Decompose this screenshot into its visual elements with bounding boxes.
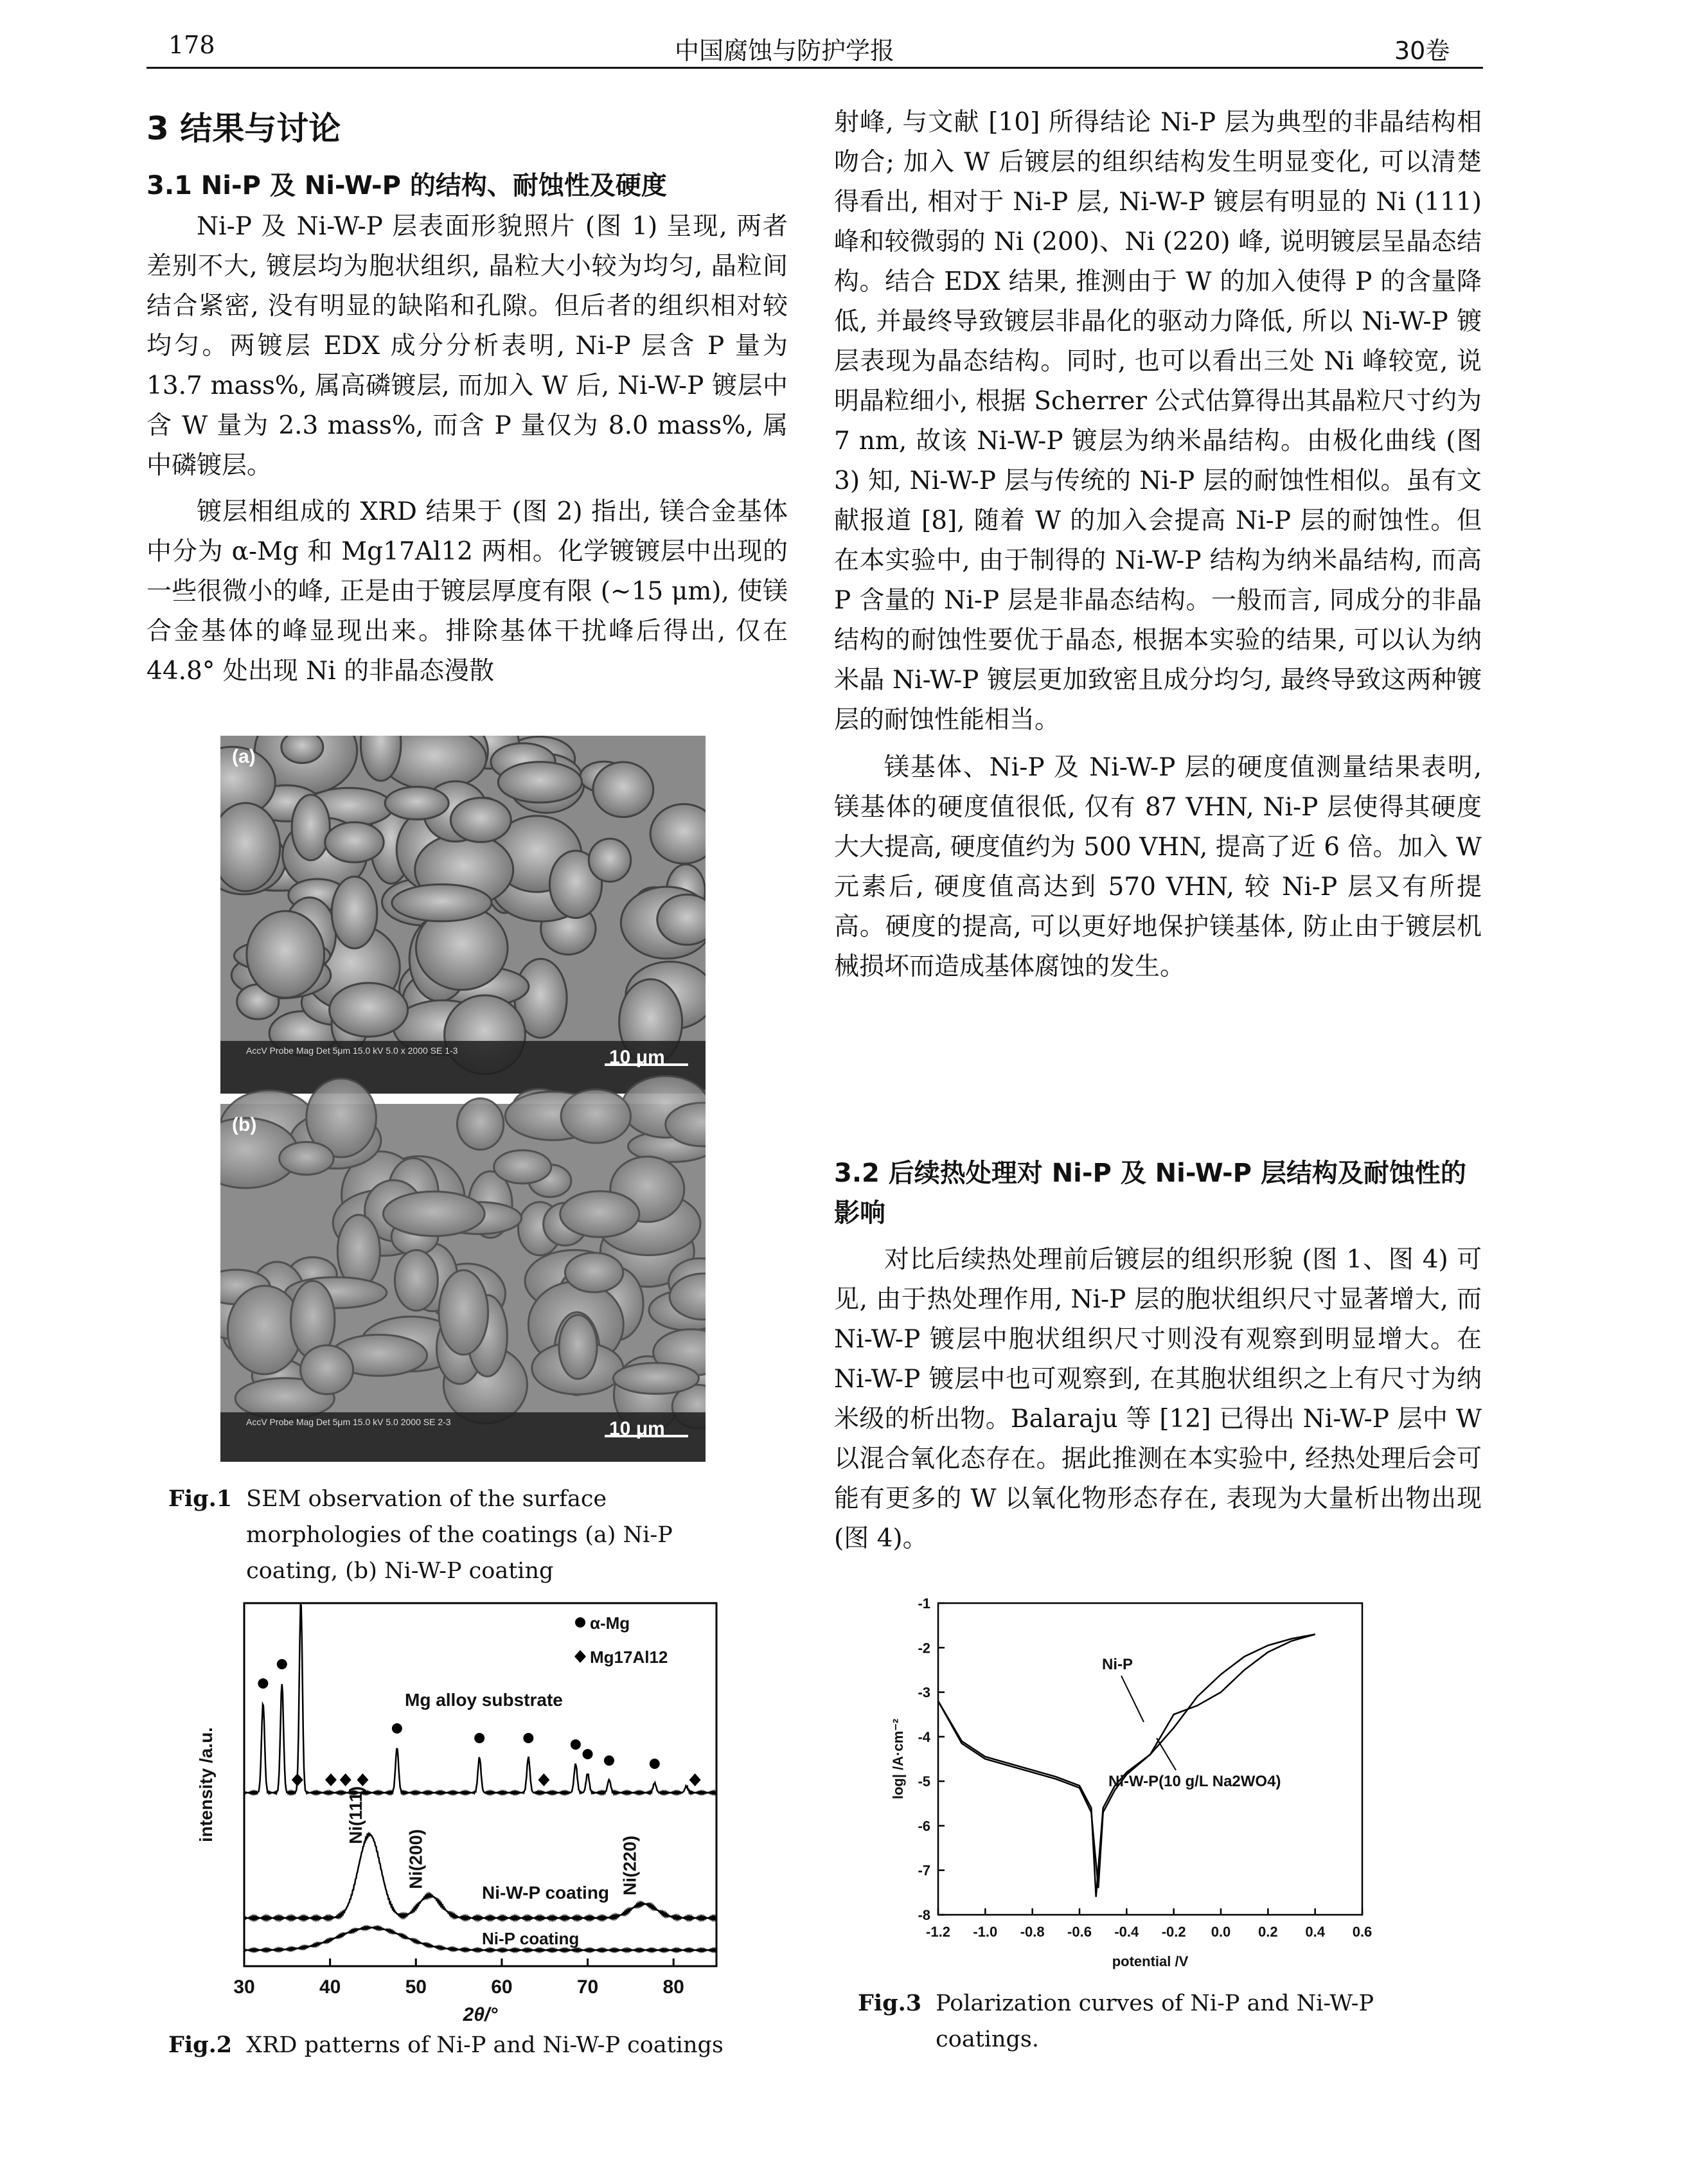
sem-grain <box>301 1345 353 1394</box>
sem-grain <box>280 1142 334 1175</box>
y-tick-label: -6 <box>918 1818 930 1834</box>
fig3-caption-label: Fig.3 <box>858 1990 922 2016</box>
sem-grain <box>650 804 706 864</box>
sem-grain <box>560 1191 639 1237</box>
x-tick-label: -0.2 <box>1161 1924 1186 1940</box>
alpha-mg-marker <box>474 1733 484 1743</box>
alpha-mg-marker <box>571 1739 581 1750</box>
mg17al12-marker <box>292 1773 303 1786</box>
y-tick-label: -4 <box>918 1728 930 1745</box>
alpha-mg-marker <box>523 1733 533 1743</box>
paragraph: 镀层相组成的 XRD 结果于 (图 2) 指出, 镁合金基体中分为 α-Mg 和 Mg17Al12 两相。化学镀镀层中出现的一些很微小的峰, 正是由于镀层厚度有限 (∼15 μm), 使镁合金基体的峰显现出来。排除基体干扰峰后得出, 仅在 44.8° 处出现 Ni 的非晶态漫散 <box>147 497 788 686</box>
series-ni-w-p <box>244 1834 716 1919</box>
annot-ni-p: Ni-P <box>1102 1656 1133 1673</box>
scale-bar-b: 10 μm <box>609 1418 665 1439</box>
x-tick-label: 0.6 <box>1352 1924 1373 1940</box>
fig3-polarization-chart <box>874 1594 1426 1992</box>
paragraph: 对比后续热处理前后镀层的组织形貌 (图 1、图 4) 可见, 由于热处理作用, Ni-P 层的胞状组织尺寸显著增大, 而 Ni-W-P 镀层中胞状组织尺寸则没有观察到明显增大。在 Ni-W-P 镀层中也可观察到, 在其胞状组织之上有尺寸为纳米级的析出物。Balaraju 等 [12] 已得出 Ni-W-P 层中 W 以混合氧化态存在。据此推测在本实验中, 经热处理后会可能有更多的 W 以氧化物形态存在, 表现为大量析出物出现 (图 4)。 <box>834 1245 1482 1553</box>
annot-leader <box>1121 1676 1144 1722</box>
x-tick-label: 50 <box>405 1976 427 1998</box>
legend-mg17al12-marker <box>574 1650 586 1663</box>
fig3-caption <box>858 1985 1462 2057</box>
sem-grain <box>559 1315 597 1380</box>
x-tick-label: -0.4 <box>1114 1924 1139 1940</box>
mg17al12-marker <box>689 1773 701 1786</box>
x-tick-label: -0.8 <box>1020 1924 1045 1940</box>
alpha-mg-marker <box>650 1759 660 1769</box>
series-ni-p <box>244 1927 716 1951</box>
x-tick-label: 0.4 <box>1305 1924 1325 1940</box>
page-number: 178 <box>168 31 215 59</box>
legend-alpha-mg: α-Mg <box>590 1613 630 1633</box>
sem-grain <box>330 983 408 1037</box>
paragraph: 射峰, 与文献 [10] 所得结论 Ni-P 层为典型的非晶结构相吻合; 加入 W 后镀层的组织结构发生明显变化, 可以清楚得看出, 相对于 Ni-P 层, Ni-W-P 镀层有明显的 Ni (111) 峰和较微弱的 Ni (200)、Ni (220) 峰, 说明镀层呈晶态结构。结合 EDX 结果, 推测由于 W 的加入使得 P 的含量降低, 并最终导致镀层非晶化的驱动力降低, 所以 Ni-W-P 镀层表现为晶态结构。同时, 也可以看出三处 Ni 峰较宽, 说明晶粒细小, 根据 Scherrer 公式估算得出其晶粒尺寸约为 7 nm, 故该 Ni-W-P 镀层为纳米晶结构。由极化曲线 (图 3) 知, Ni-W-P 层与传统的 Ni-P 层的耐蚀性相似。虽有文献报道 [8], 随着 W 的加入会提高 Ni-P 层的耐蚀性。但在本实验中, 由于制得的 Ni-W-P 结构为纳米晶结构, 而高 P 含量的 Ni-P 层是非晶态结构。一般而言, 同成分的非晶结构的耐蚀性要优于晶态, 根据本实验的结果, 可以认为纳米晶 Ni-W-P 镀层更加致密且成分均匀, 最终导致这两种镀层的耐蚀性能相当。 <box>834 108 1482 734</box>
sem-grain <box>458 1099 504 1150</box>
alpha-mg-marker <box>392 1723 402 1734</box>
fig2-caption-label: Fig.2 <box>168 2032 233 2058</box>
x-tick-label: -1.0 <box>973 1924 998 1940</box>
sem-grain <box>450 798 511 842</box>
series-label-ni-w-p: Ni-W-P coating <box>482 1883 610 1903</box>
left-column-text <box>147 207 788 691</box>
sem-grain <box>325 822 384 862</box>
series-label-substrate: Mg alloy substrate <box>405 1690 563 1710</box>
annot-leader <box>1157 1738 1176 1770</box>
legend-alpha-mg-marker <box>575 1617 585 1628</box>
paragraph: Ni-P 及 Ni-W-P 层表面形貌照片 (图 1) 呈现, 两者差别不大, 镀层均为胞状组织, 晶粒大小较为均匀, 晶粒间结合紧密, 没有明显的缺陷和孔隙。但后者的组织相对较均匀。两镀层 EDX 成分分析表明, Ni-P 层含 P 量为 13.7 mass%, 属高磷镀层, 而加入 W 后, Ni-W-P 镀层中含 W 量为 2.3 mass%, 而含 P 量仅为 8.0 mass%, 属中磷镀层。 <box>147 212 788 480</box>
legend-mg17al12: Mg17Al12 <box>590 1647 668 1667</box>
sem-grain <box>494 1150 551 1184</box>
y-tick-label: -5 <box>918 1773 930 1790</box>
section-heading: 3 结果与讨论 <box>147 110 341 147</box>
fig2-xrd-chart <box>173 1600 720 2024</box>
mg17al12-marker <box>340 1773 351 1786</box>
sem-grain <box>220 803 280 891</box>
sem-grain <box>247 911 324 998</box>
paragraph: 镁基体、Ni-P 及 Ni-W-P 层的硬度值测量结果表明, 镁基体的硬度值很低, 仅有 87 VHN, Ni-P 层使得其硬度大大提高, 硬度值约为 500 VHN, 提高了近 6 倍。加入 W 元素后, 硬度值高达到 570 VHN, 较 Ni-P 层又有所提高。硬度的提高, 可以更好地保护镁基体, 防止由于镀层机械损坏而造成基体腐蚀的发生。 <box>834 753 1482 981</box>
sem-grain <box>439 1270 488 1355</box>
alpha-mg-marker <box>258 1678 268 1689</box>
fig1-caption-text: SEM observation of the surface morphologies of the coatings (a) Ni-P coating, (b) Ni-W-P coating <box>246 1486 673 1584</box>
sem-grain <box>383 1191 484 1236</box>
sem-panel-a <box>220 736 706 1094</box>
sem-grain <box>593 762 653 817</box>
x-tick-label: 70 <box>576 1976 599 1998</box>
x-tick-label: 30 <box>233 1976 255 1998</box>
sem-grain <box>657 894 706 945</box>
sem-grain <box>589 839 630 882</box>
series-line-0 <box>938 1635 1315 1897</box>
sem-grain <box>385 787 449 820</box>
panel-a-label: (a) <box>232 746 256 767</box>
xrd-svg <box>173 1600 720 2024</box>
panel-b-label: (b) <box>232 1114 257 1135</box>
plot-frame <box>938 1603 1362 1915</box>
peak-label: Ni(200) <box>405 1829 426 1889</box>
sem-grain <box>561 1090 630 1143</box>
fig1-sem-images <box>220 736 706 1462</box>
fig3-caption-text: Polarization curves of Ni-P and Ni-W-P coatings. <box>936 1991 1374 2052</box>
y-axis-label: log| /A·cm⁻² <box>890 1718 906 1800</box>
x-axis-label: 2θ/° <box>463 2004 498 2024</box>
sem-grain <box>498 762 582 803</box>
sem-grain <box>392 884 492 921</box>
x-tick-label: 0.2 <box>1258 1924 1278 1940</box>
subsection-3-1-heading: 3.1 Ni-P 及 Ni-W-P 的结构、耐蚀性及硬度 <box>147 171 667 200</box>
alpha-mg-marker <box>277 1659 287 1669</box>
fig2-caption <box>168 2027 798 2063</box>
y-tick-label: -1 <box>918 1595 930 1611</box>
volume-label: 30卷 <box>1394 37 1450 65</box>
x-tick-label: 0.0 <box>1211 1924 1231 1940</box>
y-tick-label: -3 <box>918 1684 930 1701</box>
y-tick-label: -7 <box>918 1862 930 1879</box>
y-tick-label: -8 <box>918 1907 930 1923</box>
journal-title: 中国腐蚀与防护学报 <box>675 37 895 65</box>
sem-grain <box>395 1250 438 1311</box>
header-rule <box>147 67 1483 69</box>
peak-label: Ni(111) <box>346 1786 366 1844</box>
right-column-text <box>834 103 1482 987</box>
x-tick-label: -0.6 <box>1067 1924 1092 1940</box>
fig2-caption-text: XRD patterns of Ni-P and Ni-W-P coatings <box>246 2032 724 2058</box>
x-tick-label: 80 <box>662 1976 684 1998</box>
y-tick-label: -2 <box>918 1640 930 1656</box>
pol-svg <box>874 1594 1426 1992</box>
sem-grain <box>281 736 323 763</box>
sem-svg <box>220 736 706 1462</box>
mg17al12-marker <box>538 1773 549 1786</box>
peak-label: Ni(220) <box>619 1835 640 1895</box>
mg17al12-marker <box>325 1773 337 1786</box>
alpha-mg-marker <box>583 1749 593 1759</box>
series-label-ni-p: Ni-P coating <box>482 1929 580 1948</box>
sem-grain <box>613 1363 698 1394</box>
sem-panel-b <box>220 1076 706 1462</box>
sem-grain <box>565 1253 623 1292</box>
x-tick-label: 60 <box>491 1976 513 1998</box>
fig1-caption <box>168 1481 760 1589</box>
mg17al12-marker <box>357 1773 368 1786</box>
sem-grain <box>332 876 377 948</box>
subsection-3-2-heading: 3.2 后续热处理对 Ni-P 及 Ni-W-P 层结构及耐蚀性的影响 <box>834 1159 1466 1228</box>
alpha-mg-marker <box>604 1755 614 1766</box>
scale-bar-a: 10 μm <box>609 1047 665 1068</box>
x-axis-label: potential /V <box>1112 1953 1189 1969</box>
x-tick-label: -1.2 <box>926 1924 950 1940</box>
sem-meta-a: AccV Probe Mag Det 5μm 15.0 kV 5.0 x 2000 SE 1-3 <box>246 1045 458 1056</box>
y-axis-label: intensity /a.u. <box>196 1727 216 1842</box>
fig1-caption-label: Fig.1 <box>168 1486 233 1512</box>
annot-ni-w-p: Ni-W-P(10 g/L Na2WO4) <box>1108 1773 1281 1790</box>
sem-meta-b: AccV Probe Mag Det 5μm 15.0 kV 5.0 2000 SE 2-3 <box>246 1417 451 1427</box>
sem-grain <box>292 795 330 860</box>
x-tick-label: 40 <box>319 1976 341 1998</box>
right-column-text-2 <box>834 1240 1482 1559</box>
